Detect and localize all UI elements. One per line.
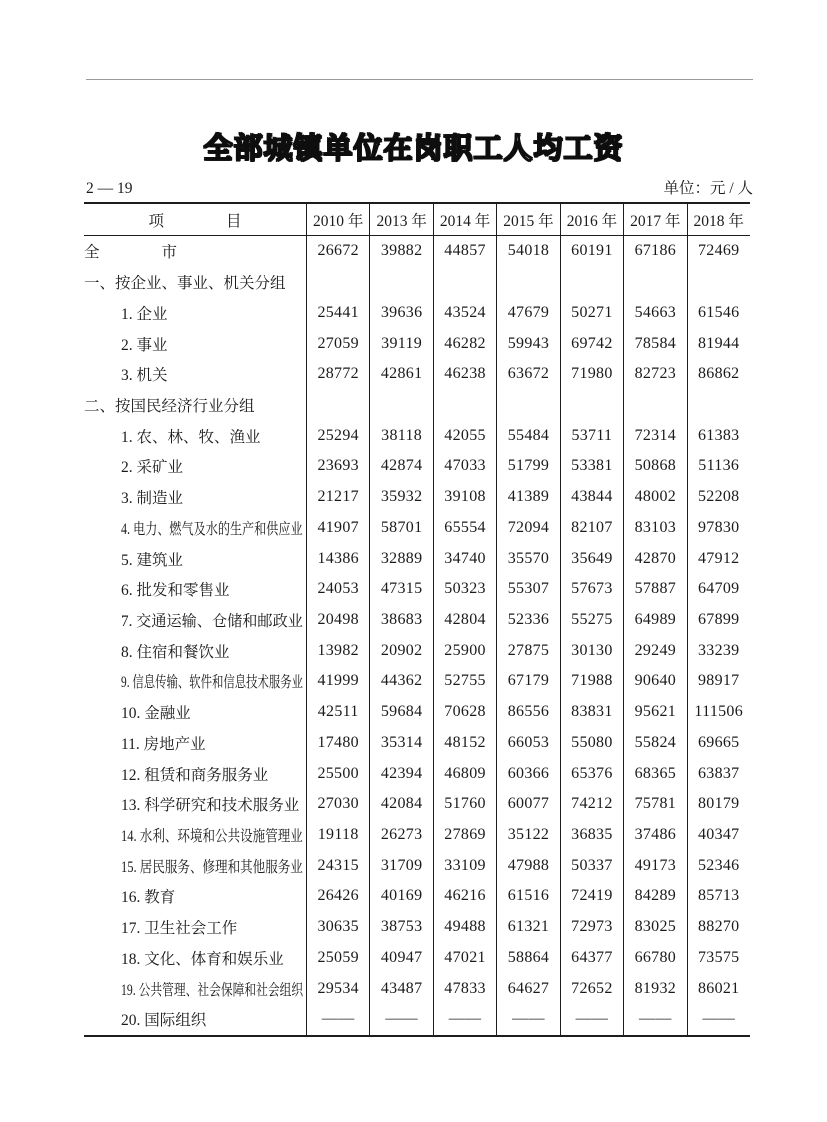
item-column-header-label: 项 目 — [148, 212, 242, 230]
table-row — [84, 543, 750, 574]
value-cell: 88270 — [687, 912, 750, 943]
value-cell: —— — [623, 1004, 686, 1035]
value-cell: 50868 — [623, 451, 686, 482]
table-row — [84, 697, 750, 728]
value-cell: 64377 — [560, 943, 623, 974]
row-label: 19. 公共管理、社会保障和社会组织 — [121, 981, 304, 999]
row-label-cell — [84, 267, 306, 298]
value-cell: 52755 — [433, 666, 496, 697]
value-cell: 71980 — [560, 359, 623, 390]
value-cell: 95621 — [623, 697, 686, 728]
table-row — [84, 359, 750, 390]
value-cell: 82107 — [560, 512, 623, 543]
row-label: 16. 教育 — [121, 889, 176, 907]
value-cell: 35314 — [369, 728, 432, 759]
value-cell: 55080 — [560, 728, 623, 759]
value-cell: —— — [306, 1004, 369, 1035]
value-cell — [687, 267, 750, 298]
table-row — [84, 267, 750, 298]
value-cell: 41907 — [306, 512, 369, 543]
table-row — [84, 973, 750, 1004]
value-cell: 50337 — [560, 850, 623, 881]
value-cell: 60366 — [496, 758, 559, 789]
value-cell: 55824 — [623, 728, 686, 759]
value-cell — [306, 267, 369, 298]
value-cell — [433, 390, 496, 421]
value-cell: 51136 — [687, 451, 750, 482]
value-cell: 25059 — [306, 943, 369, 974]
row-label: 15. 居民服务、修理和其他服务业 — [121, 858, 303, 876]
row-label-cell — [84, 758, 306, 789]
row-label: 2. 采矿业 — [121, 459, 184, 477]
value-cell: 46282 — [433, 328, 496, 359]
row-label: 全 市 — [84, 244, 178, 262]
value-cell: 43844 — [560, 482, 623, 513]
value-cell: 41999 — [306, 666, 369, 697]
value-cell: 61383 — [687, 420, 750, 451]
value-cell: 59943 — [496, 328, 559, 359]
value-cell: 38118 — [369, 420, 432, 451]
value-cell: 46238 — [433, 359, 496, 390]
value-cell: 78584 — [623, 328, 686, 359]
value-cell: 97830 — [687, 512, 750, 543]
row-label-cell — [84, 850, 306, 881]
value-cell: 27059 — [306, 328, 369, 359]
value-cell: 64989 — [623, 605, 686, 636]
row-label: 5. 建筑业 — [121, 551, 184, 569]
value-cell: 83831 — [560, 697, 623, 728]
value-cell: 85713 — [687, 881, 750, 912]
value-cell: 51760 — [433, 789, 496, 820]
row-label: 18. 文化、体育和娱乐业 — [121, 950, 284, 968]
year-header-cell: 2010 年 — [306, 204, 369, 235]
row-label: 8. 住宿和餐饮业 — [121, 643, 230, 661]
row-label: 12. 租赁和商务服务业 — [121, 766, 269, 784]
row-label: 9. 信息传输、软件和信息技术服务业 — [121, 674, 304, 692]
value-cell: 29534 — [306, 973, 369, 1004]
value-cell: 39636 — [369, 297, 432, 328]
row-label-cell — [84, 236, 306, 267]
table-row — [84, 605, 750, 636]
value-cell: 80179 — [687, 789, 750, 820]
value-cell: 25441 — [306, 297, 369, 328]
value-cell: 67179 — [496, 666, 559, 697]
row-label-cell — [84, 635, 306, 666]
value-cell: 61516 — [496, 881, 559, 912]
row-label: 6. 批发和零售业 — [121, 582, 230, 600]
row-label-cell — [84, 605, 306, 636]
value-cell: —— — [496, 1004, 559, 1035]
row-label: 11. 房地产业 — [121, 735, 206, 753]
value-cell: 81944 — [687, 328, 750, 359]
value-cell: 39882 — [369, 236, 432, 267]
value-cell: 73575 — [687, 943, 750, 974]
value-cell — [560, 390, 623, 421]
value-cell: 55484 — [496, 420, 559, 451]
value-cell: 58864 — [496, 943, 559, 974]
value-cell: 34740 — [433, 543, 496, 574]
table-header-row — [84, 204, 750, 236]
value-cell: 67186 — [623, 236, 686, 267]
table-row — [84, 789, 750, 820]
value-cell: 57673 — [560, 574, 623, 605]
value-cell: 75781 — [623, 789, 686, 820]
row-label: 3. 机关 — [121, 367, 168, 385]
value-cell: 25294 — [306, 420, 369, 451]
row-label: 1. 农、林、牧、渔业 — [121, 428, 261, 446]
value-cell: 60077 — [496, 789, 559, 820]
value-cell: 51799 — [496, 451, 559, 482]
row-label: 13. 科学研究和技术服务业 — [121, 797, 300, 815]
row-label: 1. 企业 — [121, 305, 168, 323]
value-cell: 38683 — [369, 605, 432, 636]
value-cell: 60191 — [560, 236, 623, 267]
row-label: 二、按国民经济行业分组 — [84, 397, 255, 415]
row-label: 4. 电力、燃气及水的生产和供应业 — [121, 520, 303, 538]
value-cell: 35122 — [496, 820, 559, 851]
value-cell: 72652 — [560, 973, 623, 1004]
row-label: 3. 制造业 — [121, 490, 184, 508]
value-cell: 86862 — [687, 359, 750, 390]
value-cell — [687, 390, 750, 421]
value-cell: 35649 — [560, 543, 623, 574]
value-cell: 47315 — [369, 574, 432, 605]
table-row — [84, 666, 750, 697]
value-cell: 57887 — [623, 574, 686, 605]
value-cell: 52336 — [496, 605, 559, 636]
table-row — [84, 943, 750, 974]
value-cell: 50271 — [560, 297, 623, 328]
value-cell: 64709 — [687, 574, 750, 605]
value-cell: 42870 — [623, 543, 686, 574]
value-cell: 38753 — [369, 912, 432, 943]
value-cell: 46216 — [433, 881, 496, 912]
value-cell: 74212 — [560, 789, 623, 820]
table-row — [84, 574, 750, 605]
value-cell: 65554 — [433, 512, 496, 543]
value-cell: 46809 — [433, 758, 496, 789]
value-cell: 72469 — [687, 236, 750, 267]
value-cell: 42394 — [369, 758, 432, 789]
value-cell — [369, 267, 432, 298]
value-cell: 32889 — [369, 543, 432, 574]
value-cell: 69742 — [560, 328, 623, 359]
table-row — [84, 482, 750, 513]
value-cell: 52208 — [687, 482, 750, 513]
meta-row — [86, 176, 753, 198]
table-row — [84, 881, 750, 912]
value-cell: 44362 — [369, 666, 432, 697]
value-cell — [623, 390, 686, 421]
value-cell: 98917 — [687, 666, 750, 697]
table-row — [84, 512, 750, 543]
value-cell: 24315 — [306, 850, 369, 881]
value-cell: 43487 — [369, 973, 432, 1004]
value-cell: 61321 — [496, 912, 559, 943]
value-cell: 67899 — [687, 605, 750, 636]
value-cell: 21217 — [306, 482, 369, 513]
row-label-cell — [84, 359, 306, 390]
value-cell: 42511 — [306, 697, 369, 728]
value-cell: 27030 — [306, 789, 369, 820]
table-row — [84, 390, 750, 421]
value-cell: 65376 — [560, 758, 623, 789]
row-label-cell — [84, 728, 306, 759]
value-cell: 71988 — [560, 666, 623, 697]
value-cell: 86556 — [496, 697, 559, 728]
value-cell: 66053 — [496, 728, 559, 759]
value-cell: 55275 — [560, 605, 623, 636]
year-header-cell: 2014 年 — [433, 204, 496, 235]
value-cell: 48002 — [623, 482, 686, 513]
value-cell: 33109 — [433, 850, 496, 881]
row-label-cell — [84, 543, 306, 574]
value-cell: 68365 — [623, 758, 686, 789]
value-cell: 50323 — [433, 574, 496, 605]
year-header-cell: 2015 年 — [496, 204, 559, 235]
row-label-cell — [84, 297, 306, 328]
table-row — [84, 728, 750, 759]
row-label-cell — [84, 1004, 306, 1035]
value-cell: 47021 — [433, 943, 496, 974]
value-cell: 59684 — [369, 697, 432, 728]
value-cell: 83103 — [623, 512, 686, 543]
value-cell — [369, 390, 432, 421]
row-label-cell — [84, 789, 306, 820]
row-label-cell — [84, 512, 306, 543]
value-cell: 23693 — [306, 451, 369, 482]
value-cell: 27869 — [433, 820, 496, 851]
value-cell: 49488 — [433, 912, 496, 943]
value-cell: 72314 — [623, 420, 686, 451]
value-cell: 61546 — [687, 297, 750, 328]
row-label-cell — [84, 912, 306, 943]
value-cell: 39119 — [369, 328, 432, 359]
value-cell: 84289 — [623, 881, 686, 912]
value-cell: —— — [687, 1004, 750, 1035]
value-cell: 43524 — [433, 297, 496, 328]
value-cell: 52346 — [687, 850, 750, 881]
table-row — [84, 297, 750, 328]
value-cell: 81932 — [623, 973, 686, 1004]
row-label-cell — [84, 451, 306, 482]
value-cell: 26273 — [369, 820, 432, 851]
value-cell: 13982 — [306, 635, 369, 666]
table-row — [84, 420, 750, 451]
value-cell: 72094 — [496, 512, 559, 543]
value-cell: 63672 — [496, 359, 559, 390]
value-cell: 20498 — [306, 605, 369, 636]
value-cell: —— — [369, 1004, 432, 1035]
row-label-cell — [84, 943, 306, 974]
value-cell: 58701 — [369, 512, 432, 543]
value-cell: 53381 — [560, 451, 623, 482]
value-cell: 90640 — [623, 666, 686, 697]
value-cell: 86021 — [687, 973, 750, 1004]
row-label: 2. 事业 — [121, 336, 168, 354]
table-row — [84, 758, 750, 789]
unit-label: 单位：元 / 人 — [663, 180, 753, 197]
value-cell: 49173 — [623, 850, 686, 881]
value-cell: 26672 — [306, 236, 369, 267]
value-cell: 72419 — [560, 881, 623, 912]
value-cell: 48152 — [433, 728, 496, 759]
table-row — [84, 1004, 750, 1035]
value-cell: 53711 — [560, 420, 623, 451]
value-cell: 42084 — [369, 789, 432, 820]
value-cell — [433, 267, 496, 298]
value-cell: —— — [433, 1004, 496, 1035]
value-cell: 64627 — [496, 973, 559, 1004]
value-cell: 72973 — [560, 912, 623, 943]
value-cell: 33239 — [687, 635, 750, 666]
value-cell: 63837 — [687, 758, 750, 789]
value-cell: 35570 — [496, 543, 559, 574]
row-label: 14. 水利、环境和公共设施管理业 — [121, 828, 303, 846]
value-cell: 37486 — [623, 820, 686, 851]
value-cell — [496, 267, 559, 298]
table-row — [84, 850, 750, 881]
row-label-cell — [84, 881, 306, 912]
value-cell: 111506 — [687, 697, 750, 728]
value-cell: 30130 — [560, 635, 623, 666]
row-label-cell — [84, 973, 306, 1004]
value-cell: 25900 — [433, 635, 496, 666]
value-cell: 47679 — [496, 297, 559, 328]
row-label-cell — [84, 420, 306, 451]
year-header-cell: 2016 年 — [560, 204, 623, 235]
value-cell — [623, 267, 686, 298]
value-cell: 28772 — [306, 359, 369, 390]
row-label-cell — [84, 820, 306, 851]
value-cell: 24053 — [306, 574, 369, 605]
table-row — [84, 328, 750, 359]
table-row — [84, 820, 750, 851]
value-cell: 19118 — [306, 820, 369, 851]
value-cell: 54018 — [496, 236, 559, 267]
item-column-header — [84, 204, 306, 235]
value-cell: 14386 — [306, 543, 369, 574]
value-cell: 42804 — [433, 605, 496, 636]
year-header-cell: 2018 年 — [687, 204, 750, 235]
table-row — [84, 635, 750, 666]
page-title: 全部城镇单位在岗职工人均工资 — [203, 133, 624, 165]
value-cell: 40947 — [369, 943, 432, 974]
value-cell: 54663 — [623, 297, 686, 328]
year-header-cell: 2013 年 — [369, 204, 432, 235]
value-cell: 40347 — [687, 820, 750, 851]
value-cell: 47988 — [496, 850, 559, 881]
value-cell: 36835 — [560, 820, 623, 851]
value-cell: 44857 — [433, 236, 496, 267]
value-cell: —— — [560, 1004, 623, 1035]
value-cell: 29249 — [623, 635, 686, 666]
value-cell: 26426 — [306, 881, 369, 912]
value-cell: 27875 — [496, 635, 559, 666]
value-cell: 47912 — [687, 543, 750, 574]
value-cell: 25500 — [306, 758, 369, 789]
value-cell: 42874 — [369, 451, 432, 482]
data-table — [84, 202, 750, 1037]
table-row — [84, 912, 750, 943]
row-label: 一、按企业、事业、机关分组 — [84, 275, 286, 293]
value-cell: 41389 — [496, 482, 559, 513]
value-cell: 42055 — [433, 420, 496, 451]
value-cell: 82723 — [623, 359, 686, 390]
value-cell: 17480 — [306, 728, 369, 759]
value-cell: 55307 — [496, 574, 559, 605]
row-label-cell — [84, 697, 306, 728]
row-label: 20. 国际组织 — [121, 1012, 207, 1030]
value-cell: 47033 — [433, 451, 496, 482]
table-row — [84, 451, 750, 482]
row-label-cell — [84, 328, 306, 359]
table-number: 2 — 19 — [86, 180, 133, 197]
row-label-cell — [84, 666, 306, 697]
value-cell: 35932 — [369, 482, 432, 513]
value-cell: 42861 — [369, 359, 432, 390]
value-cell: 70628 — [433, 697, 496, 728]
row-label: 17. 卫生社会工作 — [121, 920, 238, 938]
value-cell — [306, 390, 369, 421]
value-cell: 30635 — [306, 912, 369, 943]
row-label: 7. 交通运输、仓储和邮政业 — [121, 612, 303, 630]
row-label: 10. 金融业 — [121, 705, 191, 723]
row-label-cell — [84, 482, 306, 513]
row-label-cell — [84, 390, 306, 421]
value-cell: 31709 — [369, 850, 432, 881]
value-cell — [560, 267, 623, 298]
value-cell: 47833 — [433, 973, 496, 1004]
value-cell: 83025 — [623, 912, 686, 943]
row-label-cell — [84, 574, 306, 605]
value-cell: 20902 — [369, 635, 432, 666]
table-row — [84, 236, 750, 267]
value-cell: 66780 — [623, 943, 686, 974]
value-cell: 69665 — [687, 728, 750, 759]
year-header-cell: 2017 年 — [623, 204, 686, 235]
value-cell: 39108 — [433, 482, 496, 513]
value-cell — [496, 390, 559, 421]
table-body — [84, 236, 750, 1035]
value-cell: 40169 — [369, 881, 432, 912]
page-top-rule — [86, 79, 753, 80]
